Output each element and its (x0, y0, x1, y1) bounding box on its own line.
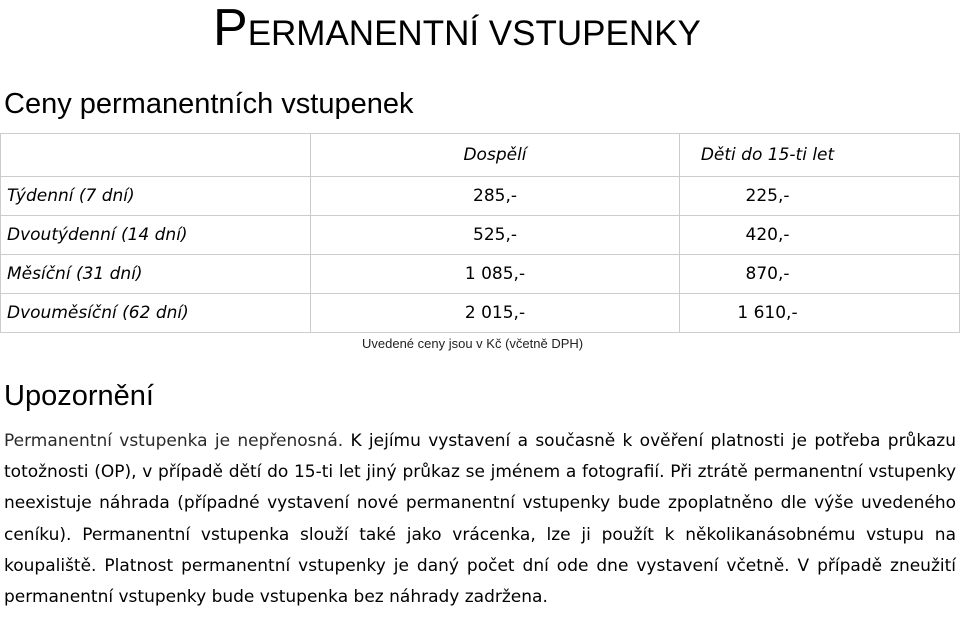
table-row (1, 177, 960, 216)
row-price-child: 225,- (680, 177, 960, 216)
header-cell-adult: Dospělí (311, 134, 680, 177)
section-heading-prices: Ceny permanentních vstupenek (4, 88, 414, 120)
page-title-rest: ERMANENTNÍ VSTUPENKY (247, 14, 701, 53)
page-title-initial: P (213, 0, 248, 57)
row-price-child: 420,- (680, 216, 960, 255)
page-title (213, 0, 701, 62)
warning-body-text: K jejímu vystavení a současně k ověření platnosti je potřeba průkazu totožnosti (OP), v případě dětí do 15-ti let jiný průkaz se jménem a fotografií. Při ztrátě permanentní vstupenky neexistuje náhrada (případné vystavení nové permanentní vstupenky bude zpoplatněno dle výše uvedeného ceníku). Permanentní vstupenka slouží také jako vrácenka, lze ji použít k několikanásobnému vstupu na koupaliště. Platnost permanentní vstupenky je daný počet dní ode dne vystavení včetně. V případě zneužití permanentní vstupenky bude vstupenka bez náhrady zadržena. (4, 431, 956, 608)
row-label: Měsíční (31 dní) (1, 255, 311, 294)
row-price-adult: 2 015,- (311, 294, 680, 333)
header-cell-child: Děti do 15-ti let (680, 134, 960, 177)
price-table (0, 133, 960, 333)
warning-lead-sentence: Permanentní vstupenka je nepřenosná. (4, 431, 344, 451)
row-price-child: 870,- (680, 255, 960, 294)
warning-paragraph (4, 426, 956, 613)
header-cell-label (1, 134, 311, 177)
table-row (1, 294, 960, 333)
row-label: Týdenní (7 dní) (1, 177, 311, 216)
row-price-child: 1 610,- (680, 294, 960, 333)
row-price-adult: 1 085,- (311, 255, 680, 294)
section-heading-warning: Upozornění (4, 380, 154, 412)
price-table-header-row (1, 134, 960, 177)
row-price-adult: 285,- (311, 177, 680, 216)
price-note: Uvedené ceny jsou v Kč (včetně DPH) (362, 336, 584, 351)
row-price-adult: 525,- (311, 216, 680, 255)
table-row (1, 255, 960, 294)
table-row (1, 216, 960, 255)
row-label: Dvoutýdenní (14 dní) (1, 216, 311, 255)
row-label: Dvouměsíční (62 dní) (1, 294, 311, 333)
